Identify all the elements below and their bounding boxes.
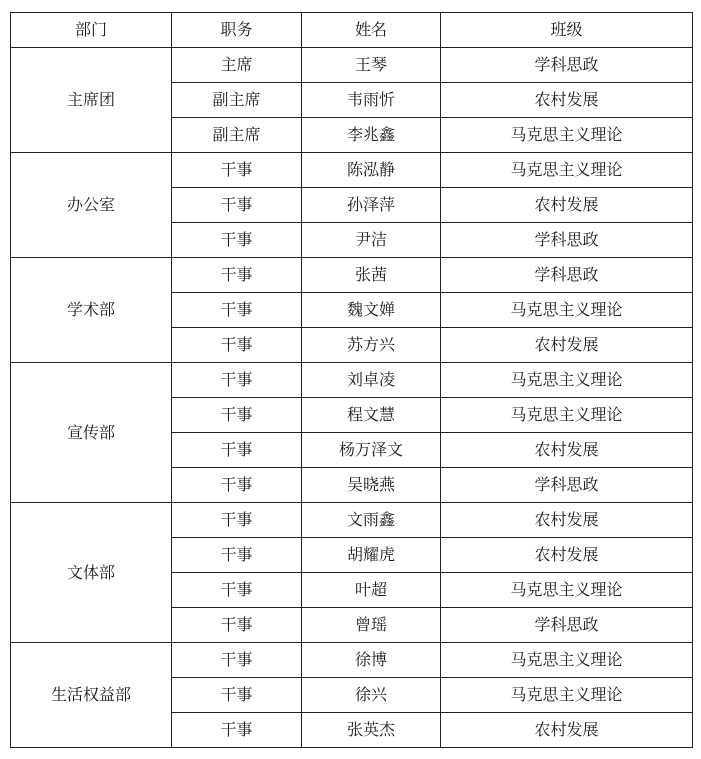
name-cell: 张英杰 — [302, 713, 441, 748]
name-cell: 孙泽萍 — [302, 188, 441, 223]
class-cell: 马克思主义理论 — [441, 573, 693, 608]
class-cell: 马克思主义理论 — [441, 398, 693, 433]
name-cell: 叶超 — [302, 573, 441, 608]
table-body — [11, 48, 693, 748]
name-cell: 胡耀虎 — [302, 538, 441, 573]
name-cell: 韦雨忻 — [302, 83, 441, 118]
class-cell: 农村发展 — [441, 83, 693, 118]
name-cell: 李兆鑫 — [302, 118, 441, 153]
header-name: 姓名 — [302, 13, 441, 48]
table-row — [11, 153, 693, 188]
class-cell: 农村发展 — [441, 713, 693, 748]
role-cell: 干事 — [172, 363, 302, 398]
class-cell: 马克思主义理论 — [441, 363, 693, 398]
class-cell: 马克思主义理论 — [441, 153, 693, 188]
table-header — [11, 13, 693, 48]
name-cell: 苏方兴 — [302, 328, 441, 363]
header-class: 班级 — [441, 13, 693, 48]
name-cell: 魏文婵 — [302, 293, 441, 328]
class-cell: 学科思政 — [441, 48, 693, 83]
department-cell: 生活权益部 — [11, 643, 172, 748]
role-cell: 干事 — [172, 503, 302, 538]
name-cell: 杨万泽文 — [302, 433, 441, 468]
name-cell: 张茜 — [302, 258, 441, 293]
role-cell: 干事 — [172, 678, 302, 713]
name-cell: 尹洁 — [302, 223, 441, 258]
role-cell: 干事 — [172, 713, 302, 748]
table-row — [11, 503, 693, 538]
role-cell: 主席 — [172, 48, 302, 83]
role-cell: 干事 — [172, 188, 302, 223]
table-row — [11, 258, 693, 293]
role-cell: 干事 — [172, 433, 302, 468]
department-cell: 宣传部 — [11, 363, 172, 503]
name-cell: 曾瑶 — [302, 608, 441, 643]
class-cell: 学科思政 — [441, 608, 693, 643]
table-row — [11, 643, 693, 678]
header-dept: 部门 — [11, 13, 172, 48]
class-cell: 学科思政 — [441, 258, 693, 293]
role-cell: 干事 — [172, 538, 302, 573]
name-cell: 文雨鑫 — [302, 503, 441, 538]
class-cell: 农村发展 — [441, 503, 693, 538]
role-cell: 干事 — [172, 223, 302, 258]
name-cell: 徐博 — [302, 643, 441, 678]
class-cell: 马克思主义理论 — [441, 643, 693, 678]
department-cell: 学术部 — [11, 258, 172, 363]
department-cell: 办公室 — [11, 153, 172, 258]
role-cell: 干事 — [172, 398, 302, 433]
class-cell: 农村发展 — [441, 538, 693, 573]
table-row — [11, 48, 693, 83]
role-cell: 干事 — [172, 293, 302, 328]
class-cell: 农村发展 — [441, 433, 693, 468]
department-cell: 文体部 — [11, 503, 172, 643]
name-cell: 徐兴 — [302, 678, 441, 713]
header-role: 职务 — [172, 13, 302, 48]
class-cell: 学科思政 — [441, 468, 693, 503]
class-cell: 学科思政 — [441, 223, 693, 258]
table-row — [11, 363, 693, 398]
class-cell: 农村发展 — [441, 328, 693, 363]
class-cell: 马克思主义理论 — [441, 678, 693, 713]
roster-table — [10, 12, 693, 748]
name-cell: 王琴 — [302, 48, 441, 83]
role-cell: 干事 — [172, 573, 302, 608]
name-cell: 吴晓燕 — [302, 468, 441, 503]
name-cell: 程文慧 — [302, 398, 441, 433]
role-cell: 副主席 — [172, 83, 302, 118]
header-row — [11, 13, 693, 48]
department-cell: 主席团 — [11, 48, 172, 153]
class-cell: 马克思主义理论 — [441, 293, 693, 328]
role-cell: 干事 — [172, 258, 302, 293]
name-cell: 刘卓凌 — [302, 363, 441, 398]
role-cell: 干事 — [172, 643, 302, 678]
role-cell: 干事 — [172, 328, 302, 363]
role-cell: 干事 — [172, 468, 302, 503]
role-cell: 副主席 — [172, 118, 302, 153]
role-cell: 干事 — [172, 608, 302, 643]
role-cell: 干事 — [172, 153, 302, 188]
class-cell: 马克思主义理论 — [441, 118, 693, 153]
name-cell: 陈泓静 — [302, 153, 441, 188]
class-cell: 农村发展 — [441, 188, 693, 223]
